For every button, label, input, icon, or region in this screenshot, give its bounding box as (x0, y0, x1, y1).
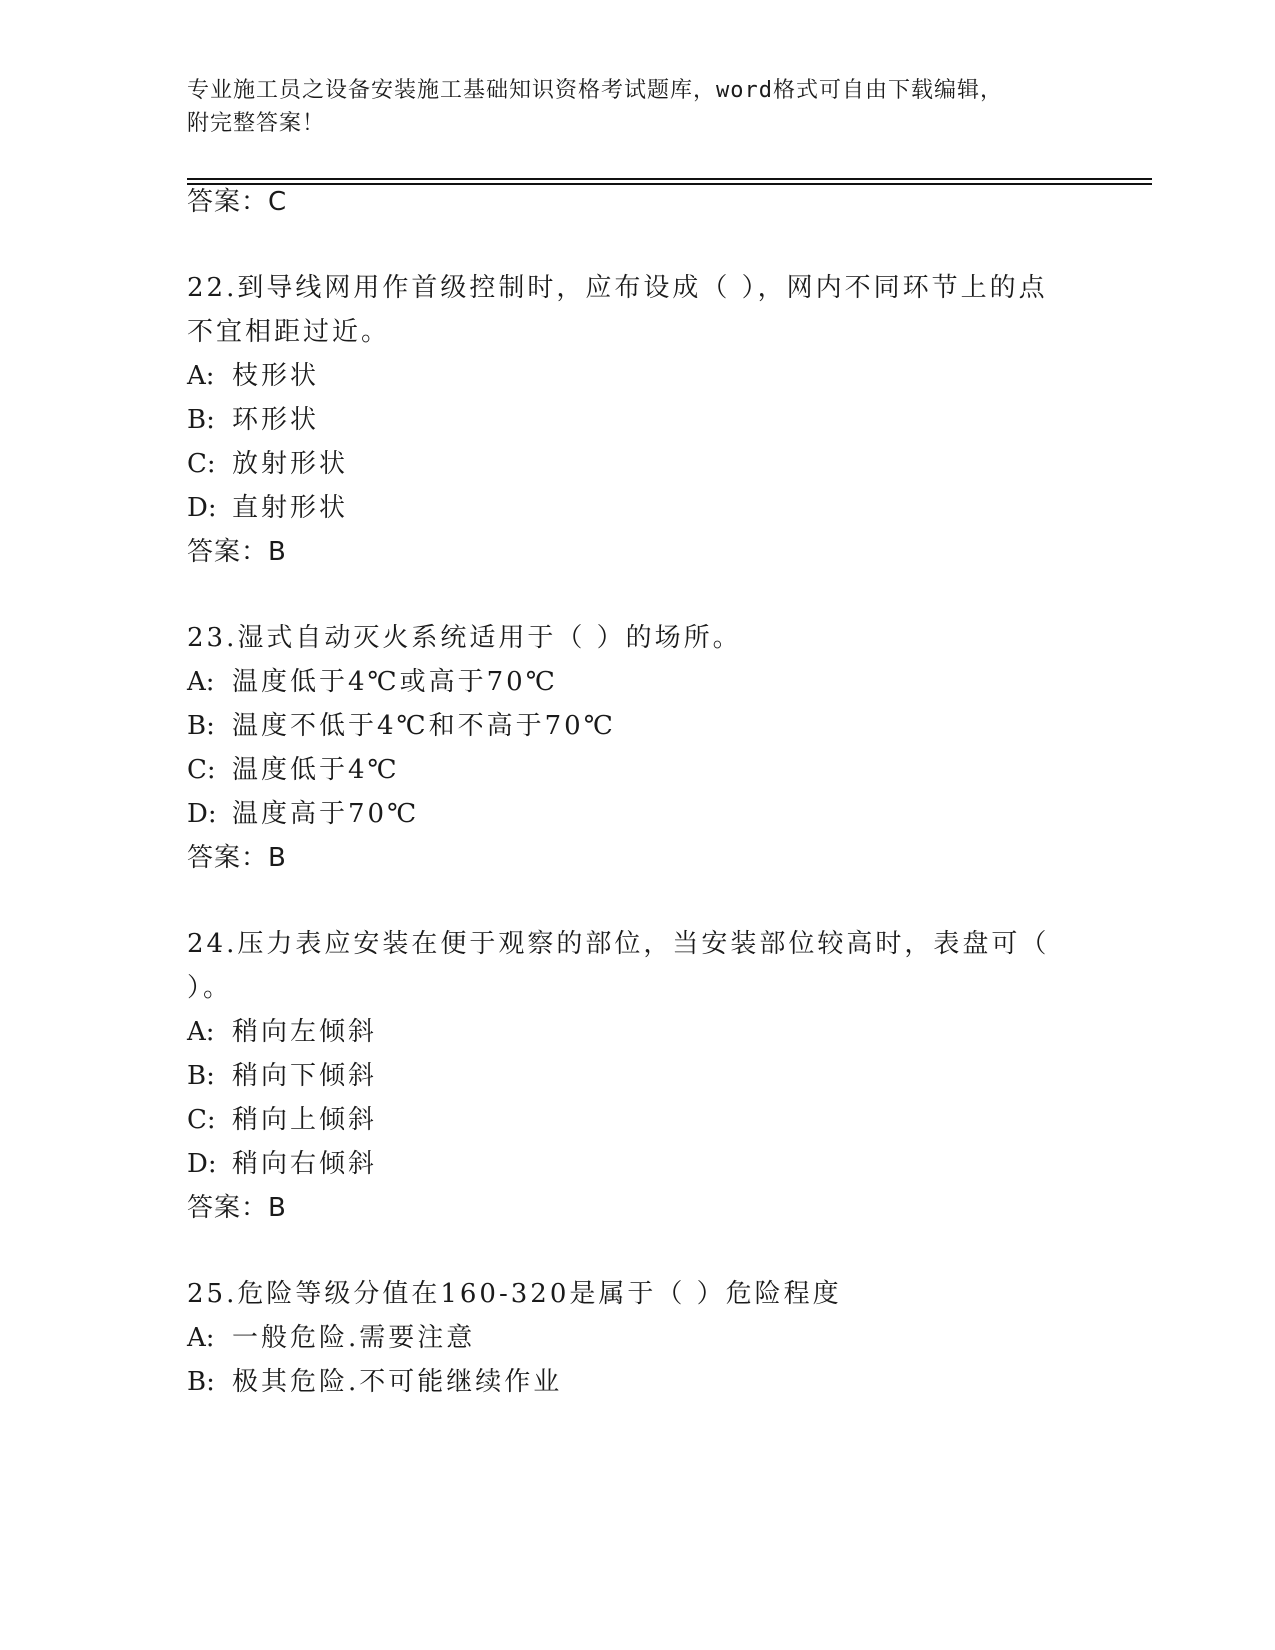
question-24-option-b (187, 1060, 377, 1092)
option-text: 温度高于70℃ (232, 799, 420, 829)
option-text: 温度低于4℃ (232, 755, 400, 785)
question-23-option-c (187, 754, 400, 786)
option-letter: A: (187, 1017, 215, 1047)
option-letter: C: (187, 449, 216, 479)
option-letter: C: (187, 1105, 216, 1135)
option-text: 极其危险.不可能继续作业 (232, 1367, 563, 1397)
option-text: 温度低于4℃或高于70℃ (232, 667, 558, 697)
option-letter: B: (187, 1367, 215, 1397)
page-header (187, 74, 1087, 140)
option-text: 稍向左倾斜 (232, 1017, 378, 1047)
option-text: 稍向下倾斜 (232, 1061, 378, 1091)
question-22-option-b (187, 404, 319, 436)
question-24-line-1: 24.压力表应安装在便于观察的部位，当安装部位较高时，表盘可（ (187, 929, 1050, 959)
option-letter: C: (187, 755, 216, 785)
option-text: 稍向右倾斜 (232, 1149, 378, 1179)
question-25-line-1: 25.危险等级分值在160-320是属于（ ）危险程度 (187, 1279, 842, 1309)
answer-24: 答案：B (187, 1193, 287, 1223)
option-text: 环形状 (232, 405, 320, 435)
option-letter: B: (187, 405, 215, 435)
question-22-line-2: 不宜相距过近。 (187, 317, 391, 347)
question-23-option-d (187, 798, 419, 830)
option-letter: A: (187, 667, 215, 697)
question-22-option-c (187, 448, 348, 480)
option-letter: B: (187, 1061, 215, 1091)
option-letter: A: (187, 361, 215, 391)
question-25-option-b (187, 1366, 562, 1398)
question-24-option-d (187, 1148, 377, 1180)
question-22-option-d (187, 492, 348, 524)
option-text: 放射形状 (232, 449, 349, 479)
option-letter: D: (187, 1149, 217, 1179)
answer-21: 答案：C (187, 187, 288, 217)
answer-23: 答案：B (187, 843, 287, 873)
question-23-option-b (187, 710, 616, 742)
header-divider-top (187, 178, 1152, 180)
option-text: 直射形状 (232, 493, 349, 523)
option-text: 枝形状 (232, 361, 320, 391)
option-text: 稍向上倾斜 (232, 1105, 378, 1135)
question-22-option-a (187, 360, 319, 392)
question-22-line-1: 22.到导线网用作首级控制时，应布设成（ ），网内不同环节上的点 (187, 273, 1048, 303)
header-line-1: 专业施工员之设备安装施工基础知识资格考试题库，word格式可自由下载编辑， (187, 78, 1003, 103)
question-23-line-1: 23.湿式自动灭火系统适用于（ ）的场所。 (187, 623, 742, 653)
header-line-2: 附完整答案！ (187, 111, 326, 136)
question-23-option-a (187, 666, 558, 698)
header-divider-bottom (187, 183, 1152, 185)
option-letter: A: (187, 1323, 215, 1353)
option-text: 一般危险.需要注意 (232, 1323, 476, 1353)
option-letter: D: (187, 493, 217, 523)
question-24-option-c (187, 1104, 377, 1136)
answer-22: 答案：B (187, 537, 287, 567)
question-24-option-a (187, 1016, 377, 1048)
question-25-option-a (187, 1322, 475, 1354)
option-text: 温度不低于4℃和不高于70℃ (232, 711, 616, 741)
option-letter: D: (187, 799, 217, 829)
option-letter: B: (187, 711, 215, 741)
question-24-line-2: ）。 (187, 973, 233, 1003)
